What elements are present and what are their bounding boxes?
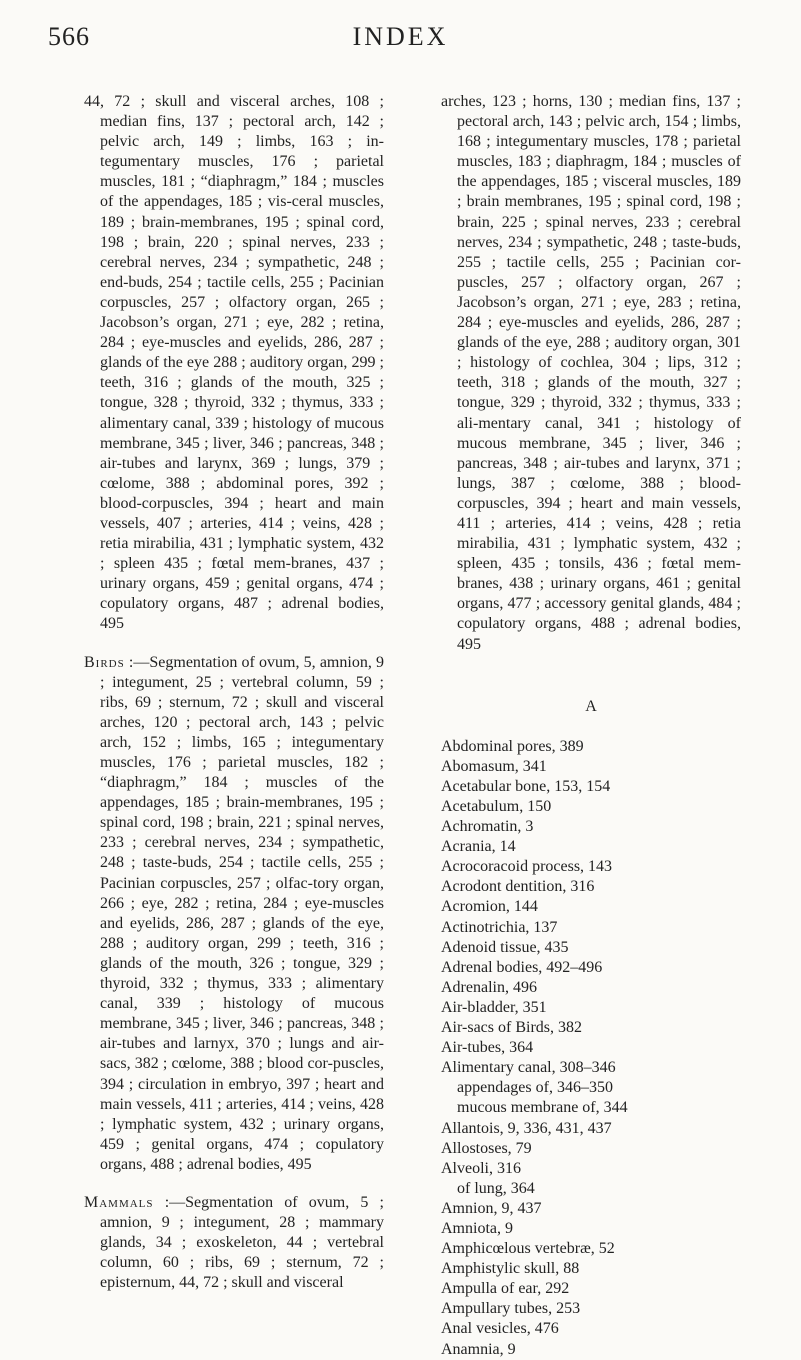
index-entry: Acetabulum, 150 bbox=[441, 798, 552, 815]
index-entry: Ampullary tubes, 253 bbox=[441, 1300, 581, 1318]
index-entry: Adrenalin, 496 bbox=[441, 978, 537, 996]
page-header bbox=[0, 22, 801, 58]
index-entry: Anal vesicles, 476 bbox=[441, 1320, 559, 1338]
index-entry: Allantois, 9, 336, 431, 437 bbox=[441, 1119, 612, 1137]
index-entry: Allostoses, 79 bbox=[441, 1139, 532, 1157]
index-continuation-text-right: arches, 123 ; horns, 130 ; median fins, 137 ; pectoral arch, 143 ; pelvic arch, 154 ; limbs, 168 ; integumentary muscles, 178 ; parietal muscles, 183 ; diaphragm, 184 ; muscles of the appendages, 185 ; visceral muscles, 189 ; brain membranes, 195 ; spinal cord, 198 ; brain, 225 ; spinal nerves, 233 ; cerebral nerves, 234 ; sympathetic, 248 ; taste-buds, 255 ; tactile cells, 255 ; Pacinian cor-puscles, 257 ; olfactory organ, 267 ; Jacobson’s organ, 271 ; eye, 283 ; retina, 284 ; eye-muscles and eyelids, 286, 287 ; glands of the eye, 288 ; auditory organ, 301 ; histology of cochlea, 304 ; lips, 312 ; teeth, 318 ; glands of the mouth, 327 ; tongue, 329 ; thyroid, 332 ; thymus, 333 ; ali-mentary canal, 341 ; histology of mucous membrane, 345 ; liver, 346 ; pancreas, 348 ; air-tubes and larynx, 371 ; lungs, 387 ; cœlome, 388 ; blood-corpuscles, 394 ; heart and main vessels, 411 ; arteries, 414 ; veins, 428 ; retia mirabilia, 431 ; lymphatic system, 432 ; spleen, 435 ; tonsils, 436 ; fœtal mem-branes, 438 ; urinary organs, 461 ; genital organs, 477 ; accessory genital glands, 484 ; copulatory organs, 488 ; adrenal bodies, 495 bbox=[441, 93, 741, 653]
page-number: 566 bbox=[48, 22, 90, 51]
index-entry: Anamnia, 9 bbox=[441, 1340, 516, 1358]
index-entry: Amphistylic skull, 88 bbox=[441, 1260, 580, 1278]
entry-heading-mammals: Mammals bbox=[84, 1193, 154, 1211]
index-continuation-text: 44, 72 ; skull and visceral arches, 108 ; median fins, 137 ; pectoral arch, 142 ; pelvic arch, 149 ; limbs, 163 ; in-tegumentary muscles, 176 ; parietal muscles, 181 ; “diaphragm,” 184 ; muscles of the appendages, 185 ; vis-ceral muscles, 189 ; brain-membranes, 195 ; spinal cord, 198 ; brain, 220 ; spinal nerves, 233 ; cerebral nerves, 234 ; sympathetic, 248 ; end-buds, 254 ; tactile cells, 255 ; Pacinian corpuscles, 257 ; olfactory organ, 265 ; Jacobson’s organ, 271 ; eye, 282 ; retina, 284 ; eye-muscles and eyelids, 286, 287 ; glands of the eye 288 ; auditory organ, 299 ; teeth, 316 ; glands of the mouth, 325 ; tongue, 328 ; thyroid, 332 ; thymus, 333 ; alimentary canal, 339 ; histology of mucous membrane, 345 ; liver, 346 ; pancreas, 348 ; air-tubes and larynx, 369 ; lungs, 379 ; cœlome, 388 ; abdominal pores, 392 ; blood-corpuscles, 394 ; heart and main vessels, 407 ; arteries, 414 ; veins, 428 ; retia mirabilia, 431 ; lymphatic system, 432 ; spleen 435 ; fœtal mem-branes, 437 ; urinary organs, 459 ; genital organs, 474 ; copulatory organs, 487 ; adrenal bodies, 495 bbox=[84, 93, 384, 633]
index-entry: Acrania, 14 bbox=[441, 838, 516, 856]
index-entry: Acrodont dentition, 316 bbox=[441, 878, 595, 896]
index-entry: Acromion, 144 bbox=[441, 898, 538, 916]
index-entry: Adenoid tissue, 435 bbox=[441, 938, 569, 956]
index-entry: Abomasum, 341 bbox=[441, 757, 547, 775]
index-entry-birds bbox=[84, 653, 384, 1175]
index-entry-mammals bbox=[84, 1193, 384, 1293]
index-entry: Ampulla of ear, 292 bbox=[441, 1280, 570, 1298]
entry-text-birds: :—Segmentation of ovum, 5, amnion, 9 ; integument, 25 ; vertebral column, 59 ; ribs, 69 ; sternum, 72 ; skull and visceral arches, 120 ; pectoral arch, 143 ; pelvic arch, 152 ; limbs, 165 ; integumentary muscles, 176 ; parietal muscles, 182 ; “diaphragm,” 184 ; muscles of the appendages, 185 ; brain-membranes, 195 ; spinal cord, 198 ; brain, 221 ; spinal nerves, 233 ; cerebral nerves, 234 ; sympathetic, 248 ; taste-buds, 254 ; tactile cells, 255 ; Pacinian corpuscles, 257 ; olfac-tory organ, 266 ; eye, 282 ; retina, 284 ; eye-muscles and eyelids, 286, 287 ; glands of the eye, 288 ; auditory organ, 299 ; teeth, 316 ; glands of the mouth, 326 ; tongue, 329 ; thyroid, 332 ; thymus, 333 ; alimentary canal, 339 ; histology of mucous membrane, 345 ; liver, 346 ; pancreas, 348 ; air-tubes and larnyx, 370 ; lungs and air-sacs, 382 ; cœlome, 388 ; blood cor-puscles, 394 ; circulation in embryo, 397 ; heart and main vessels, 411 ; arteries, 414 ; veins, 428 ; lymphatic system, 432 ; urinary organs, 459 ; genital organs, 474 ; copulatory organs, 488 ; adrenal bodies, 495 bbox=[100, 653, 385, 1173]
index-entry: Amnion, 9, 437 bbox=[441, 1199, 542, 1217]
left-column bbox=[84, 92, 384, 1293]
index-entry: Air-tubes, 364 bbox=[441, 1039, 534, 1057]
index-entry: Alveoli, 316 bbox=[441, 1159, 521, 1177]
index-entry: Acrocoracoid process, 143 bbox=[441, 858, 613, 876]
index-entry: Actinotrichia, 137 bbox=[441, 918, 558, 936]
index-subentry: appendages of, 346–350 bbox=[457, 1079, 613, 1097]
index-entry: Adrenal bodies, 492–496 bbox=[441, 958, 603, 976]
index-subentry: mucous membrane of, 344 bbox=[457, 1099, 628, 1117]
right-column bbox=[441, 92, 741, 1360]
entry-heading-birds: Birds bbox=[84, 653, 125, 671]
index-entry: Amphicœlous vertebræ, 52 bbox=[441, 1240, 615, 1258]
running-head: INDEX bbox=[352, 22, 449, 51]
entry-text-mammals: :—Segmentation of ovum, 5 ; amnion, 9 ; integument, 28 ; mammary glands, 34 ; exoskeleton, 44 ; vertebral column, 60 ; ribs, 69 ; sternum, 72 ; episternum, 44, 72 ; skull and visceral bbox=[100, 1193, 384, 1292]
index-entry: Abdominal pores, 389 bbox=[441, 737, 584, 755]
index-entry: Alimentary canal, 308–346 bbox=[441, 1059, 616, 1077]
index-entry: Acetabular bone, 153, 154 bbox=[441, 777, 611, 795]
index-entry: Achromatin, 3 bbox=[441, 818, 534, 836]
index-entry: Air-bladder, 351 bbox=[441, 998, 547, 1016]
index-list-a bbox=[441, 737, 741, 1360]
index-entry: Air-sacs of Birds, 382 bbox=[441, 1019, 582, 1037]
index-entry: Amniota, 9 bbox=[441, 1219, 513, 1237]
section-letter-heading: A bbox=[585, 697, 597, 715]
index-subentry: of lung, 364 bbox=[457, 1179, 535, 1197]
